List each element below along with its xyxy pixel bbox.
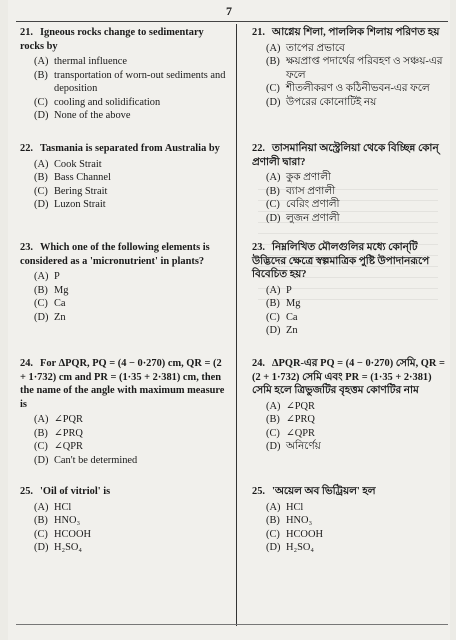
option-d [266,440,448,454]
option-text: HCOOH [54,528,91,540]
option-a [34,270,230,284]
question-number: 22. [252,143,265,154]
option-a [266,171,448,185]
question-24 [252,357,448,454]
option-d [34,198,230,212]
question-text: For ΔPQR, PQ = (4 − 0·270) cm, QR = (2 + 1·732) cm and PR = (1·35 + 2·381) cm, then the name of the angle with maximum measure is [20,358,225,410]
option-text: তাপের প্রভাবে [286,42,345,54]
option-text: Bering Strait [54,185,108,197]
option-text: ক্ষয়প্রাপ্ত পদার্থের পরিবহণ ও সঞ্চয়-এর ফলে [286,56,443,81]
options-list [252,171,448,225]
option-text: Mg [54,284,69,296]
option-text: ∠PQR [286,400,315,412]
option-text: cooling and solidification [54,96,161,108]
question-number: 21. [252,27,265,38]
question-text: নিম্নলিখিত মৌলগুলির মধ্যে কোন্‌টি উদ্ভিদের ক্ষেত্রে স্বল্পমাত্রিক পুষ্টি উপাদানরূপে বিবেচিত হয়? [252,242,430,280]
option-text: শীতলীকরণ ও কঠিনীভবন-এর ফলে [286,83,430,94]
question-text: Tasmania is separated from Australia by [40,143,220,154]
option-text: ∠PQR [54,414,83,425]
option-label: (D) [34,311,49,323]
question-21 [252,26,448,109]
option-label: (C) [266,83,280,94]
option-label: (A) [34,271,49,282]
question-text: 'Oil of vitriol' is [40,486,111,497]
question-22 [252,142,448,225]
option-d [34,541,230,555]
question-stem [252,142,448,169]
option-a [266,284,448,298]
option-text: Ca [54,298,66,309]
option-text: Cook Strait [54,158,102,170]
question-number: 23. [20,242,33,253]
options-list [252,501,448,555]
option-label: (B) [266,298,280,309]
question-text: 'অয়েল অব ভিট্রিয়ল' হল [272,486,376,497]
option-label: (B) [34,515,48,526]
option-label: (D) [266,542,281,553]
option-b [266,185,448,199]
options-list [20,501,230,555]
option-text: P [54,271,60,282]
option-label: (D) [266,212,281,224]
question-25 [252,485,448,555]
question-22 [20,142,230,212]
question-stem [252,241,448,282]
options-list [20,270,230,324]
option-label: (D) [34,199,49,210]
option-label: (C) [34,298,48,309]
option-b [266,297,448,311]
option-label: (C) [34,441,48,452]
question-21 [20,26,230,123]
option-text: thermal influence [54,56,127,67]
option-label: (A) [34,56,49,67]
question-stem [20,357,230,411]
option-text: ∠QPR [286,427,315,439]
option-text: P [286,284,292,296]
option-label: (A) [34,501,49,513]
option-label: (C) [266,528,280,540]
option-d [266,541,448,555]
option-c [34,528,230,542]
question-number: 21. [20,27,33,38]
option-text: ∠PRQ [54,427,83,439]
option-text: অনির্ণেয় [286,441,321,452]
question-text: ΔPQR-এর PQ = (4 − 0·270) সেমি, QR = (2 + 1·732) সেমি এবং PR = (1·35 + 2·381) সেমি হলে ত্রিভুজটির বৃহত্তম কোণটির নাম [252,358,445,396]
option-label: (B) [34,172,48,183]
option-text: ∠PRQ [286,414,315,425]
option-text: H₂SO₄ [286,542,315,553]
option-text: Luzon Strait [54,199,106,210]
question-stem [20,485,230,499]
option-c [266,427,448,441]
option-label: (B) [266,515,280,526]
option-b [266,55,448,82]
page-number: 7 [226,4,232,18]
option-label: (A) [266,400,281,412]
option-label: (D) [266,441,281,452]
options-list [20,413,230,467]
option-text: HCl [286,501,304,513]
option-label: (A) [266,284,281,296]
question-number: 22. [20,143,33,154]
option-b [34,284,230,298]
question-stem [252,357,448,398]
option-c [266,198,448,212]
option-d [34,454,230,468]
option-text: transportation of worn-out sediments and deposition [54,69,226,94]
option-c [266,528,448,542]
question-23 [20,241,230,324]
question-stem [252,485,448,499]
option-b [34,514,230,528]
option-text: HNO₃ [286,515,313,526]
option-c [34,96,230,110]
options-list [20,158,230,212]
option-b [34,427,230,441]
option-label: (B) [34,69,48,81]
option-label: (A) [266,501,281,513]
option-label: (C) [34,96,48,108]
option-label: (D) [34,542,49,553]
options-list [252,284,448,338]
option-text: HCOOH [286,528,323,540]
option-d [34,311,230,325]
option-text: Can't be determined [54,454,138,466]
option-a [34,501,230,515]
option-a [34,55,230,69]
option-a [34,413,230,427]
option-label: (A) [266,172,281,183]
options-list [20,55,230,123]
question-stem [20,241,230,268]
question-number: 25. [20,486,33,497]
question-stem [20,142,230,156]
option-label: (C) [266,311,280,323]
question-number: 24. [20,358,33,369]
option-text: HNO₃ [54,515,81,526]
option-text: ব্যাস প্রণালী [286,185,336,197]
option-c [34,440,230,454]
option-label: (C) [266,199,280,210]
option-text: Mg [286,298,301,309]
option-text: H₂SO₄ [54,542,83,553]
column-divider [236,24,237,626]
options-list [252,42,448,110]
option-text: Zn [54,311,66,323]
exam-page [8,0,450,640]
question-stem [20,26,230,53]
options-list [252,400,448,454]
option-label: (D) [266,325,281,336]
question-text: তাসমানিয়া অস্ট্রেলিয়া থেকে বিচ্ছিন্ন কোন্ প্রণালী দ্বারা? [252,143,439,168]
option-label: (C) [34,528,48,540]
option-label: (A) [34,414,49,425]
option-a [266,400,448,414]
option-c [266,82,448,96]
option-text: বেরিং প্রণালী [286,199,340,210]
option-label: (D) [266,96,281,108]
question-number: 23. [252,242,265,253]
option-c [266,311,448,325]
option-label: (D) [34,454,49,466]
option-text: Zn [286,325,298,336]
option-text: None of the above [54,110,131,121]
option-b [266,413,448,427]
option-text: কুক প্রণালী [286,172,331,183]
question-text: Igneous rocks change to sedimentary rocks by [20,27,204,52]
option-label: (C) [266,427,280,439]
option-b [266,514,448,528]
question-stem [252,26,448,40]
option-text: লুজন প্রণালী [286,212,340,224]
option-a [266,501,448,515]
question-text: আগ্নেয় শিলা, পাললিক শিলায় পরিণত হয় [272,27,440,38]
option-text: Ca [286,311,298,323]
option-label: (A) [266,42,281,54]
option-a [34,158,230,172]
option-a [266,42,448,56]
option-label: (B) [34,427,48,439]
question-number: 24. [252,358,265,369]
option-text: উপরের কোনোটিই নয় [286,96,377,108]
bottom-rule [16,624,448,625]
question-text: Which one of the following elements is considered as a 'micronutrient' in plants? [20,242,210,267]
option-label: (D) [34,110,49,121]
question-25 [20,485,230,555]
option-d [34,109,230,123]
option-text: Bass Channel [54,172,111,183]
top-rule [16,21,448,22]
option-text: ∠QPR [54,441,83,452]
option-d [266,324,448,338]
option-label: (A) [34,158,49,170]
option-label: (B) [34,284,48,296]
option-c [34,185,230,199]
option-label: (C) [34,185,48,197]
question-23 [252,241,448,338]
option-b [34,171,230,185]
option-b [34,69,230,96]
question-24 [20,357,230,467]
option-text: HCl [54,501,72,513]
option-label: (B) [266,414,280,425]
option-label: (B) [266,185,280,197]
option-label: (B) [266,56,280,67]
option-d [266,212,448,226]
option-c [34,297,230,311]
question-number: 25. [252,486,265,497]
option-d [266,96,448,110]
